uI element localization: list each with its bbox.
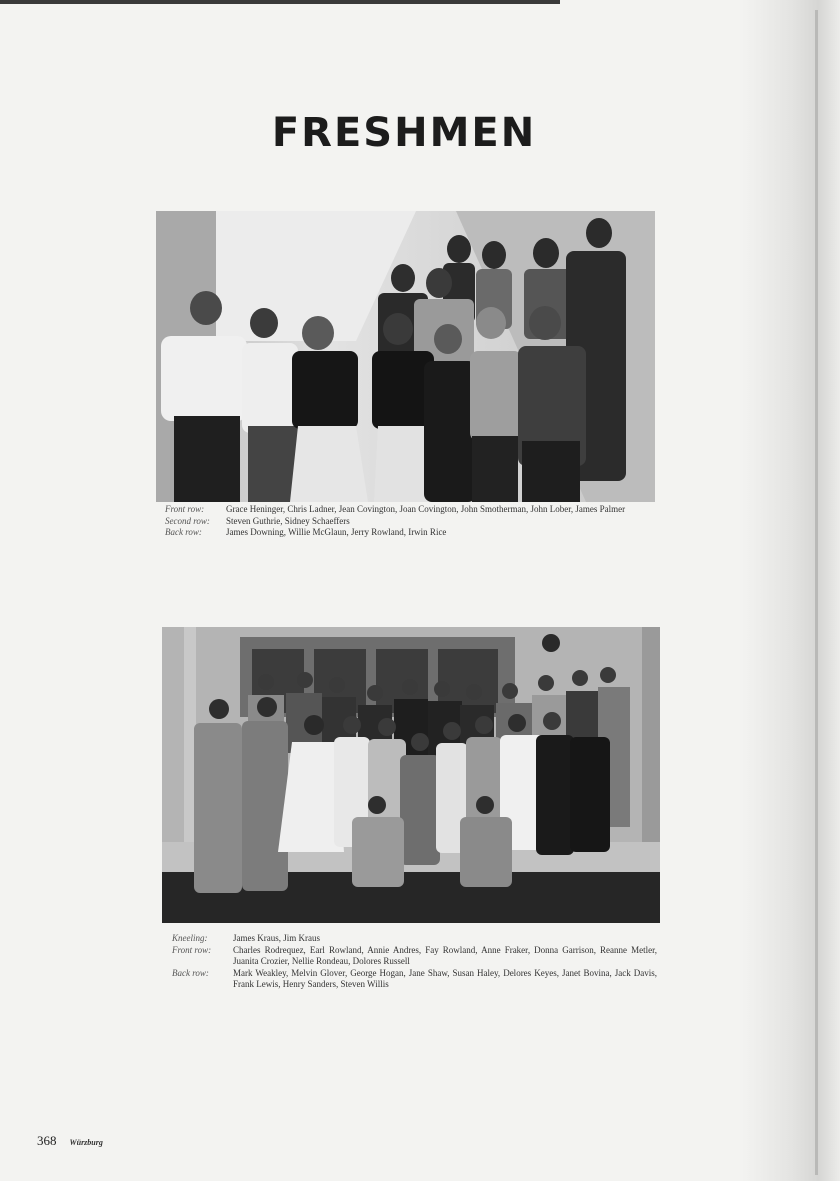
caption-names: Steven Guthrie, Sidney Schaeffers <box>226 515 350 526</box>
running-title: Würzburg <box>69 1138 103 1147</box>
page-title: FRESHMEN <box>271 110 537 156</box>
page-gutter-shadow <box>742 0 840 1181</box>
caption-names: James Kraus, Jim Kraus <box>233 933 320 943</box>
caption-row-front <box>165 504 655 516</box>
group-photo-1 <box>156 211 655 502</box>
caption-label: Back row: <box>165 527 202 537</box>
group-photo-2 <box>162 627 660 923</box>
caption-row-front <box>172 945 657 968</box>
page-footer <box>37 1133 103 1149</box>
caption-row-back <box>172 968 657 991</box>
caption-row-second <box>165 516 655 528</box>
page-number: 368 <box>37 1133 57 1148</box>
caption-names: Charles Rodrequez, Earl Rowland, Annie Andres, Fay Rowland, Anne Fraker, Donna Garrison, Reanne Metler, Juanita Crozier, Nellie Rondeau, Dolores Russell <box>233 944 657 966</box>
caption-row-kneeling <box>172 933 657 945</box>
caption-label: Back row: <box>172 967 209 978</box>
caption-label: Front row: <box>172 944 212 955</box>
photo-2-caption <box>172 933 657 991</box>
caption-row-back <box>165 527 655 539</box>
photo-1-caption <box>165 504 655 539</box>
caption-label: Kneeling: <box>172 933 208 943</box>
caption-label: Second row: <box>165 515 210 526</box>
caption-names: Grace Heninger, Chris Ladner, Jean Covington, Joan Covington, John Smotherman, John Lober, James Palmer <box>226 504 626 514</box>
page-edge <box>815 10 818 1175</box>
caption-names: Mark Weakley, Melvin Glover, George Hogan, Jane Shaw, Susan Haley, Delores Keyes, Janet Bovina, Jack Davis, Frank Lewis, Henry Sanders, Steven Willis <box>233 967 657 989</box>
caption-names: James Downing, Willie McGlaun, Jerry Rowland, Irwin Rice <box>226 527 447 537</box>
page-top-border <box>0 0 560 4</box>
caption-label: Front row: <box>165 504 205 514</box>
